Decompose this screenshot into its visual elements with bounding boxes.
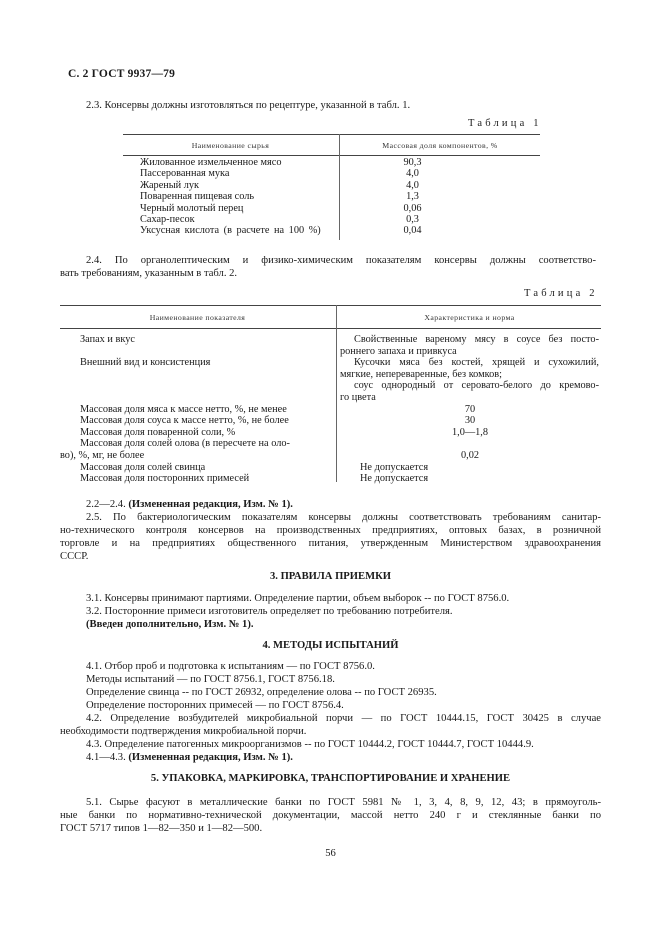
table2-row-name: Массовая доля солей свинца (80, 461, 206, 473)
paragraph-4-1-lead-tin: Определение свинца -- по ГОСТ 26932, определение олова -- по ГОСТ 26935. (86, 687, 437, 698)
section5-title: 5. УПАКОВКА, МАРКИРОВКА, ТРАНСПОРТИРОВАНИЕ И ХРАНЕНИЕ (150, 773, 511, 784)
table1-row-value: 0,3 (406, 214, 419, 225)
paragraph-2-3: 2.3. Консервы должны изготовляться по рецептуре, указанной в табл. 1. (86, 100, 411, 111)
table2-row-name: Массовая доля поваренной соли, % (80, 426, 236, 438)
paragraph-3-2: 3.2. Посторонние примеси изготовитель определяет по требованию потребителя. (86, 606, 453, 617)
amendment-prefix: 2.2—2.4. (86, 499, 129, 510)
page-header: С. 2 ГОСТ 9937—79 (68, 68, 176, 80)
paragraph-2-4-line1: 2.4. По органолептическим и физико-химическим показателям консервы должны соответство- (86, 255, 596, 266)
table2-caption: Таблица 2 (524, 288, 598, 299)
paragraph-5-1-line3: ГОСТ 5717 типов 1—82—350 и 1—82—500. (60, 823, 263, 834)
table2-row-name: Массовая доля посторонних примесей (80, 473, 250, 485)
table1-row-name: Жилованное измельченное мясо (140, 157, 282, 168)
table2-row-value: го цвета (340, 392, 376, 403)
paragraph-2-5-line1: 2.5. По бактериологическим показателям консервы должны соответствовать требованиям санитар- (86, 512, 601, 523)
table2-row-value: Свойственные вареному мясу в соусе без посто- (354, 334, 599, 345)
table1-header-name: Наименование сырья (191, 141, 270, 150)
table1-row-name: Поваренная пищевая соль (140, 191, 255, 203)
table2-row-name: Массовая доля солей олова (в пересчете на оло- (80, 438, 290, 450)
table2-row-value: 30 (464, 415, 476, 427)
paragraph-2-4-line2: вать требованиям, указанным в табл. 2. (60, 268, 238, 279)
table1-header-rule (123, 155, 540, 156)
amendment-prefix: 4.1—4.3. (86, 752, 129, 763)
paragraph-5-1-line2: ные банки по нормативно-технической документации, массой нетто 240 г и стеклянные банки по (60, 810, 601, 821)
amendment-3: (Введен дополнительно, Изм. № 1). (86, 619, 254, 630)
table2-row-value: 0,02 (460, 450, 480, 461)
amendment-note: (Измененная редакция, Изм. № 1). (128, 752, 293, 763)
table1-column-divider (339, 134, 340, 240)
table1-header-value: Массовая доля компонентов, % (382, 141, 498, 150)
table1-row-value: 90,3 (403, 157, 422, 168)
table1-row-value: 1,3 (406, 191, 419, 203)
table2-column-divider (336, 305, 337, 482)
table2-row-name: Массовая доля соуса к массе нетто, %, не более (80, 415, 289, 427)
paragraph-4-1: 4.1. Отбор проб и подготовка к испытаниям — по ГОСТ 8756.0. (86, 661, 375, 672)
table2-row-value: 1,0—1,8 (451, 426, 489, 438)
table2-row-value: Кусочки мяса без костей, хрящей и сухожилий, (354, 357, 599, 369)
paragraph-2-5-line2: но-технического контроля консервов на производственных предприятиях, оптовых базах, в розничной (60, 525, 601, 536)
table2-top-rule (60, 305, 601, 306)
paragraph-4-1-impurities: Определение посторонних примесей — по ГОСТ 8756.4. (86, 700, 344, 711)
amendment-2-2-2-4 (86, 499, 293, 512)
table1-row-name: Черный молотый перец (140, 202, 244, 214)
table2-header-name: Наименование показателя (149, 313, 246, 322)
table1-row-name: Жареный лук (140, 179, 200, 191)
table2-row-name: во), %, мг, не более (60, 450, 145, 461)
table2-row-value: соус однородный от серовато-белого до кремово- (354, 380, 599, 392)
table2-row-value: мягкие, непереваренные, без комков; (340, 368, 502, 380)
table2-row-value: 70 (464, 403, 476, 415)
table1-row-value: 4,0 (406, 168, 419, 180)
amendment-4 (86, 752, 293, 765)
table2-row-value: Не допускается (360, 461, 429, 473)
table2-row-value: Не допускается (360, 473, 429, 485)
table2-row-name: Массовая доля мяса к массе нетто, %, не менее (80, 403, 287, 415)
table1-row-name: Сахар-песок (140, 214, 195, 225)
paragraph-2-5-line4: СССР. (60, 551, 89, 562)
paragraph-4-2-line1: 4.2. Определение возбудителей микробиальной порчи — по ГОСТ 10444.15, ГОСТ 30425 в случае (86, 713, 601, 724)
page-number: 56 (325, 848, 336, 859)
table2-row-name: Запах и вкус (80, 334, 135, 345)
paragraph-5-1-line1: 5.1. Сырье фасуют в металлические банки по ГОСТ 5981 № 1, 3, 4, 8, 9, 12, 43; в прямоуголь- (86, 797, 601, 808)
section3-title: 3. ПРАВИЛА ПРИЕМКИ (269, 571, 392, 582)
paragraph-4-3: 4.3. Определение патогенных микроорганизмов -- по ГОСТ 10444.2, ГОСТ 10444.7, ГОСТ 10444.9. (86, 739, 534, 750)
table1-row-name: Уксусная кислота (в расчете на 100 %) (140, 225, 321, 237)
table2-header-value: Характеристика и норма (424, 313, 515, 322)
table1-top-rule (123, 134, 540, 135)
paragraph-3-1: 3.1. Консервы принимают партиями. Определение партии, объем выборок -- по ГОСТ 8756.0. (86, 593, 510, 604)
table2-row-name: Внешний вид и консистенция (80, 357, 211, 369)
table1-caption: Таблица 1 (468, 118, 542, 129)
table2-row-value: роннего запаха и привкуса (340, 345, 457, 357)
table2-header-rule (60, 328, 601, 329)
section4-title: 4. МЕТОДЫ ИСПЫТАНИЙ (262, 640, 399, 651)
table1-row-name: Пассерованная мука (140, 168, 230, 180)
table1-row-value: 0,06 (403, 202, 422, 214)
paragraph-4-2-line2: необходимости подтверждения микробиальной порчи. (60, 726, 307, 737)
amendment-note: (Измененная редакция, Изм. № 1). (128, 499, 293, 510)
table1-row-value: 0,04 (403, 225, 422, 237)
table1-row-value: 4,0 (406, 179, 419, 191)
paragraph-4-1-methods: Методы испытаний — по ГОСТ 8756.1, ГОСТ 8756.18. (86, 674, 335, 685)
paragraph-2-5-line3: торговле и на предприятиях общественного питания, утвержденным Министерством здравоохранения (60, 538, 601, 549)
